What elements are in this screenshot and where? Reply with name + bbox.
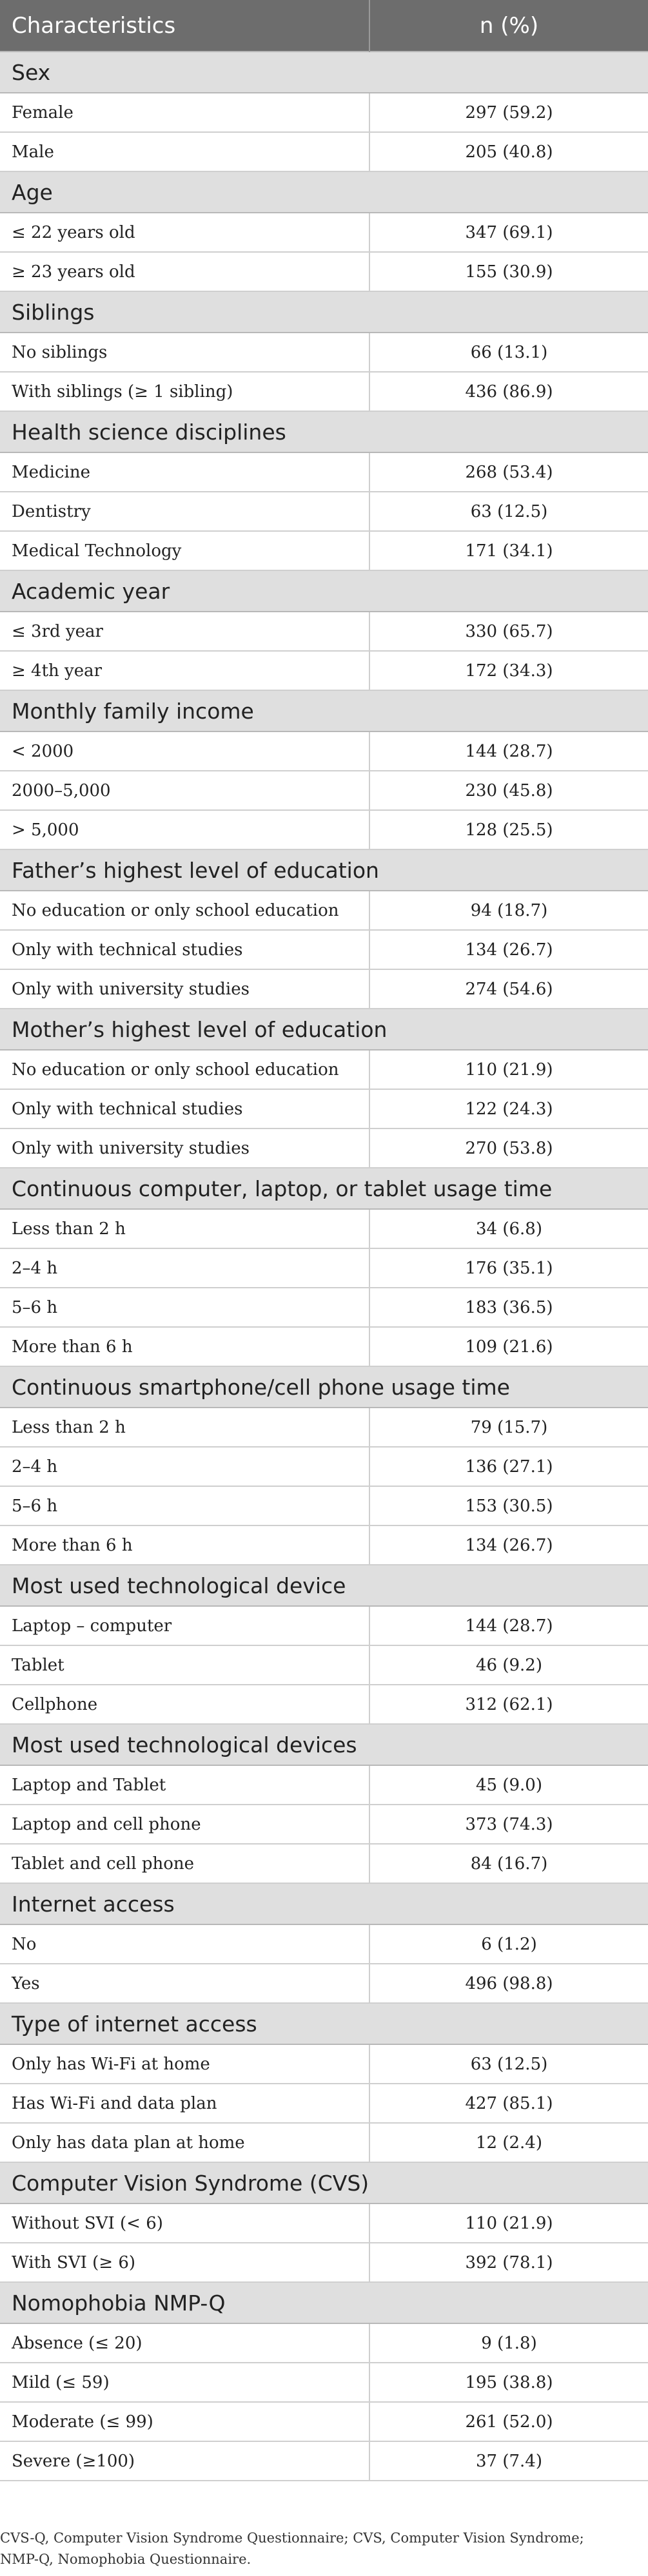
table-row [0, 2402, 648, 2441]
table-row [0, 372, 648, 411]
table-row [0, 651, 648, 690]
section-header-row [0, 171, 648, 213]
row-label: Mild (≤ 59) [0, 2363, 369, 2402]
row-label: Absence (≤ 20) [0, 2323, 369, 2363]
row-label: Female [0, 93, 369, 132]
row-value: 297 (59.2) [369, 93, 648, 132]
table-row [0, 213, 648, 252]
table-row [0, 771, 648, 810]
section-title: Internet access [0, 1883, 648, 1924]
row-label: < 2000 [0, 731, 369, 771]
section-header-row [0, 1565, 648, 1606]
row-value: 171 (34.1) [369, 531, 648, 570]
section-header-row [0, 52, 648, 93]
row-value: 37 (7.4) [369, 2441, 648, 2481]
section-header-row [0, 690, 648, 731]
row-value: 153 (30.5) [369, 1486, 648, 1525]
section-header-row [0, 411, 648, 452]
section-title: Siblings [0, 291, 648, 333]
row-value: 183 (36.5) [369, 1288, 648, 1327]
row-label: ≥ 23 years old [0, 252, 369, 291]
table-row [0, 2323, 648, 2363]
row-label: 2–4 h [0, 1248, 369, 1288]
row-value: 155 (30.9) [369, 252, 648, 291]
row-value: 195 (38.8) [369, 2363, 648, 2402]
row-value: 330 (65.7) [369, 612, 648, 651]
table-row [0, 1606, 648, 1645]
row-value: 110 (21.9) [369, 2203, 648, 2243]
table-row [0, 2123, 648, 2162]
section-header-row [0, 1883, 648, 1924]
section-title: Type of internet access [0, 2003, 648, 2044]
row-value: 84 (16.7) [369, 1844, 648, 1883]
row-label: Tablet and cell phone [0, 1844, 369, 1883]
row-label: Only with technical studies [0, 1089, 369, 1128]
table-row [0, 891, 648, 930]
row-label: No education or only school education [0, 1050, 369, 1089]
table-row [0, 2441, 648, 2481]
row-value: 34 (6.8) [369, 1209, 648, 1248]
row-value: 392 (78.1) [369, 2243, 648, 2282]
table-row [0, 1805, 648, 1844]
table-row [0, 1765, 648, 1805]
row-label: 5–6 h [0, 1288, 369, 1327]
row-value: 45 (9.0) [369, 1765, 648, 1805]
row-value: 134 (26.7) [369, 930, 648, 969]
row-label: Medical Technology [0, 531, 369, 570]
row-label: ≤ 22 years old [0, 213, 369, 252]
row-label: Tablet [0, 1645, 369, 1685]
row-value: 230 (45.8) [369, 771, 648, 810]
row-label: ≥ 4th year [0, 651, 369, 690]
row-label: Without SVI (< 6) [0, 2203, 369, 2243]
row-label: More than 6 h [0, 1525, 369, 1565]
row-value: 9 (1.8) [369, 2323, 648, 2363]
table-row [0, 1447, 648, 1486]
table-row [0, 1288, 648, 1327]
table-row [0, 930, 648, 969]
table-row [0, 1525, 648, 1565]
header-characteristics: Characteristics [0, 0, 369, 52]
row-value: 176 (35.1) [369, 1248, 648, 1288]
row-label: 2000–5,000 [0, 771, 369, 810]
section-title: Monthly family income [0, 690, 648, 731]
row-value: 46 (9.2) [369, 1645, 648, 1685]
row-value: 144 (28.7) [369, 1606, 648, 1645]
row-label: Male [0, 132, 369, 171]
table-row [0, 612, 648, 651]
table-body [0, 52, 648, 2481]
row-value: 270 (53.8) [369, 1128, 648, 1168]
row-value: 205 (40.8) [369, 132, 648, 171]
section-title: Mother’s highest level of education [0, 1009, 648, 1050]
row-label: With SVI (≥ 6) [0, 2243, 369, 2282]
table-row [0, 1050, 648, 1089]
table-row [0, 2363, 648, 2402]
row-value: 427 (85.1) [369, 2084, 648, 2123]
section-title: Health science disciplines [0, 411, 648, 452]
row-label: Severe (≥100) [0, 2441, 369, 2481]
section-title: Sex [0, 52, 648, 93]
table-row [0, 1128, 648, 1168]
table-footnote [0, 2528, 645, 2570]
section-title: Computer Vision Syndrome (CVS) [0, 2162, 648, 2203]
row-label: Moderate (≤ 99) [0, 2402, 369, 2441]
row-label: > 5,000 [0, 810, 369, 849]
row-label: More than 6 h [0, 1327, 369, 1366]
table-row [0, 132, 648, 171]
row-label: Only with university studies [0, 969, 369, 1009]
section-title: Father’s highest level of education [0, 849, 648, 891]
section-title: Most used technological devices [0, 1724, 648, 1765]
table-row [0, 333, 648, 372]
row-label: Only has data plan at home [0, 2123, 369, 2162]
footnote-line: NMP-Q, Nomophobia Questionnaire. [0, 2552, 251, 2567]
table-row [0, 1209, 648, 1248]
section-header-row [0, 1009, 648, 1050]
table-row [0, 1248, 648, 1288]
row-label: Laptop and cell phone [0, 1805, 369, 1844]
table-header-row [0, 0, 648, 52]
section-header-row [0, 2003, 648, 2044]
table-row [0, 1964, 648, 2003]
footnote-line: CVS-Q, Computer Vision Syndrome Questionnaire; CVS, Computer Vision Syndrome; [0, 2530, 584, 2546]
row-value: 172 (34.3) [369, 651, 648, 690]
row-value: 94 (18.7) [369, 891, 648, 930]
row-value: 128 (25.5) [369, 810, 648, 849]
table-row [0, 1685, 648, 1724]
section-header-row [0, 291, 648, 333]
row-label: Less than 2 h [0, 1209, 369, 1248]
row-value: 268 (53.4) [369, 452, 648, 492]
table-row [0, 1486, 648, 1525]
table-row [0, 1924, 648, 1964]
section-title: Nomophobia NMP-Q [0, 2282, 648, 2323]
row-label: Has Wi-Fi and data plan [0, 2084, 369, 2123]
table-row [0, 531, 648, 570]
row-value: 496 (98.8) [369, 1964, 648, 2003]
row-value: 79 (15.7) [369, 1408, 648, 1447]
row-label: 5–6 h [0, 1486, 369, 1525]
row-label: No siblings [0, 333, 369, 372]
row-value: 109 (21.6) [369, 1327, 648, 1366]
section-title: Most used technological device [0, 1565, 648, 1606]
row-value: 373 (74.3) [369, 1805, 648, 1844]
table-row [0, 1844, 648, 1883]
row-label: ≤ 3rd year [0, 612, 369, 651]
row-value: 134 (26.7) [369, 1525, 648, 1565]
section-title: Age [0, 171, 648, 213]
row-value: 110 (21.9) [369, 1050, 648, 1089]
table-row [0, 452, 648, 492]
table-row [0, 1408, 648, 1447]
section-header-row [0, 1168, 648, 1209]
table-row [0, 492, 648, 531]
table-row [0, 2243, 648, 2282]
table-row [0, 1327, 648, 1366]
table-row [0, 1645, 648, 1685]
row-value: 312 (62.1) [369, 1685, 648, 1724]
row-label: Cellphone [0, 1685, 369, 1724]
section-header-row [0, 849, 648, 891]
row-value: 136 (27.1) [369, 1447, 648, 1486]
row-label: Less than 2 h [0, 1408, 369, 1447]
row-label: With siblings (≥ 1 sibling) [0, 372, 369, 411]
row-value: 347 (69.1) [369, 213, 648, 252]
section-header-row [0, 1724, 648, 1765]
row-label: Laptop – computer [0, 1606, 369, 1645]
row-value: 6 (1.2) [369, 1924, 648, 1964]
row-value: 436 (86.9) [369, 372, 648, 411]
table-row [0, 2084, 648, 2123]
section-header-row [0, 2162, 648, 2203]
row-label: 2–4 h [0, 1447, 369, 1486]
row-label: Yes [0, 1964, 369, 2003]
table-row [0, 2044, 648, 2084]
row-value: 63 (12.5) [369, 2044, 648, 2084]
table-row [0, 2203, 648, 2243]
row-label: Medicine [0, 452, 369, 492]
section-title: Continuous computer, laptop, or tablet usage time [0, 1168, 648, 1209]
row-value: 274 (54.6) [369, 969, 648, 1009]
row-value: 144 (28.7) [369, 731, 648, 771]
row-value: 66 (13.1) [369, 333, 648, 372]
section-title: Continuous smartphone/cell phone usage time [0, 1366, 648, 1408]
table-row [0, 252, 648, 291]
row-label: No [0, 1924, 369, 1964]
row-label: Laptop and Tablet [0, 1765, 369, 1805]
row-label: Only has Wi-Fi at home [0, 2044, 369, 2084]
row-label: Only with technical studies [0, 930, 369, 969]
section-header-row [0, 570, 648, 612]
row-value: 63 (12.5) [369, 492, 648, 531]
section-header-row [0, 2282, 648, 2323]
section-title: Academic year [0, 570, 648, 612]
row-label: No education or only school education [0, 891, 369, 930]
row-value: 12 (2.4) [369, 2123, 648, 2162]
table-row [0, 93, 648, 132]
row-label: Only with university studies [0, 1128, 369, 1168]
table-row [0, 731, 648, 771]
row-label: Dentistry [0, 492, 369, 531]
row-value: 122 (24.3) [369, 1089, 648, 1128]
table-row [0, 969, 648, 1009]
table-row [0, 1089, 648, 1128]
section-header-row [0, 1366, 648, 1408]
table-row [0, 810, 648, 849]
header-n-percent: n (%) [369, 0, 648, 52]
row-value: 261 (52.0) [369, 2402, 648, 2441]
